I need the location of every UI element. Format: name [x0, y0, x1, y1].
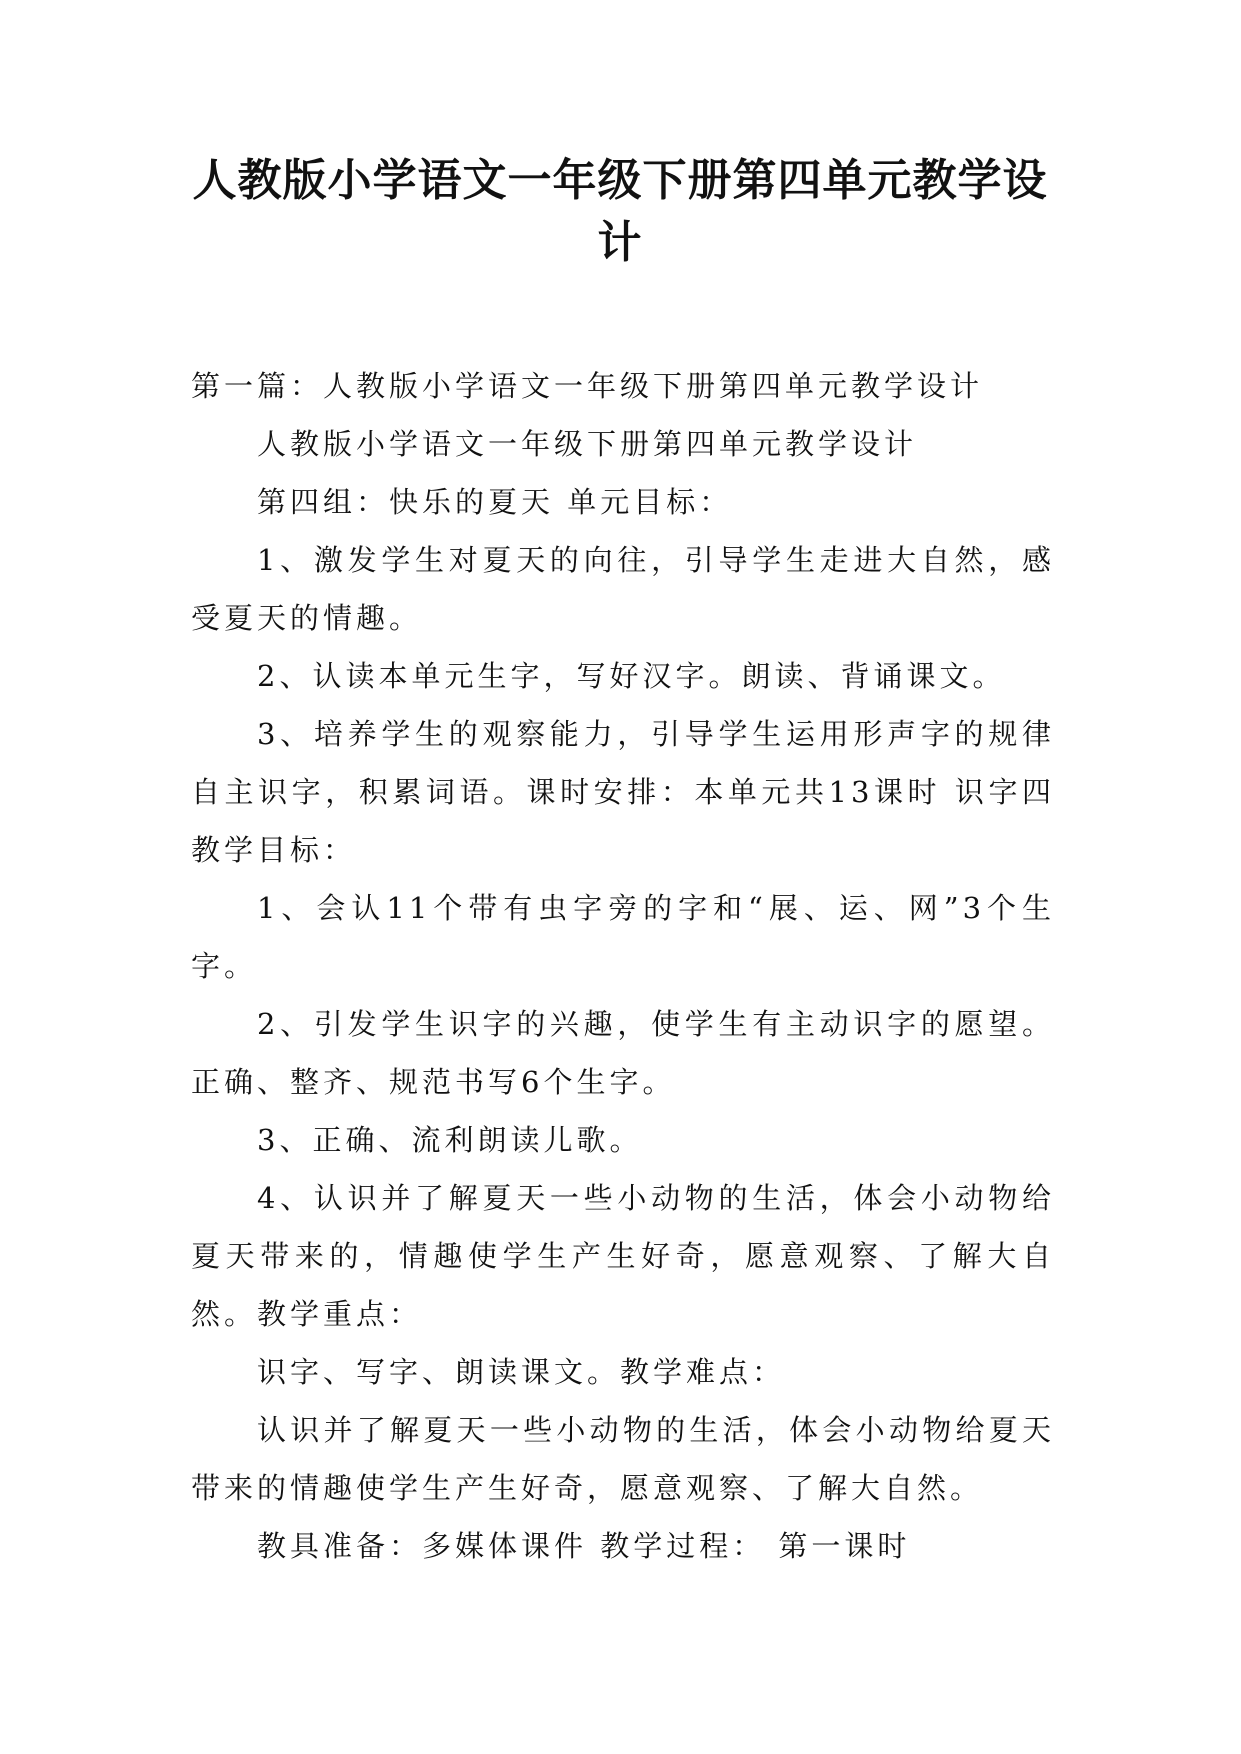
paragraph-10: 识字、写字、朗读课文。教学难点： — [257, 1355, 786, 1389]
paragraph-4: 2、认读本单元生字，写好汉字。朗读、背诵课文。 — [257, 659, 1006, 693]
paragraph-0: 第一篇：人教版小学语文一年级下册第四单元教学设计 — [191, 369, 984, 403]
paragraph-12: 教具准备：多媒体课件 教学过程： 第一课时 — [257, 1529, 911, 1563]
paragraph-8: 3、正确、流利朗读儿歌。 — [257, 1123, 643, 1157]
paragraph-1: 人教版小学语文一年级下册第四单元教学设计 — [257, 427, 918, 461]
paragraph-5: 3、培养学生的观察能力，引导学生运用形声字的规律自主识字，积累词语。课时安排：本单元共13课时 识字四 教学目标： — [191, 717, 1055, 867]
paragraph-6: 1、会认11个带有虫字旁的字和“展、运、网”3个生字。 — [191, 891, 1055, 983]
paragraph-9: 4、认识并了解夏天一些小动物的生活，体会小动物给夏天带来的，情趣使学生产生好奇，愿意观察、了解大自然。教学重点： — [191, 1181, 1055, 1331]
paragraph-2: 第四组：快乐的夏天 单元目标： — [257, 485, 733, 519]
document-body — [191, 357, 1055, 1575]
document-title: 人教版小学语文一年级下册第四单元教学设计 — [192, 155, 1048, 268]
paragraph-3: 1、激发学生对夏天的向往，引导学生走进大自然，感受夏天的情趣。 — [191, 543, 1055, 635]
paragraph-11: 认识并了解夏天一些小动物的生活，体会小动物给夏天带来的情趣使学生产生好奇，愿意观察、了解大自然。 — [191, 1413, 1055, 1505]
paragraph-7: 2、引发学生识字的兴趣，使学生有主动识字的愿望。正确、整齐、规范书写6个生字。 — [191, 1007, 1055, 1099]
